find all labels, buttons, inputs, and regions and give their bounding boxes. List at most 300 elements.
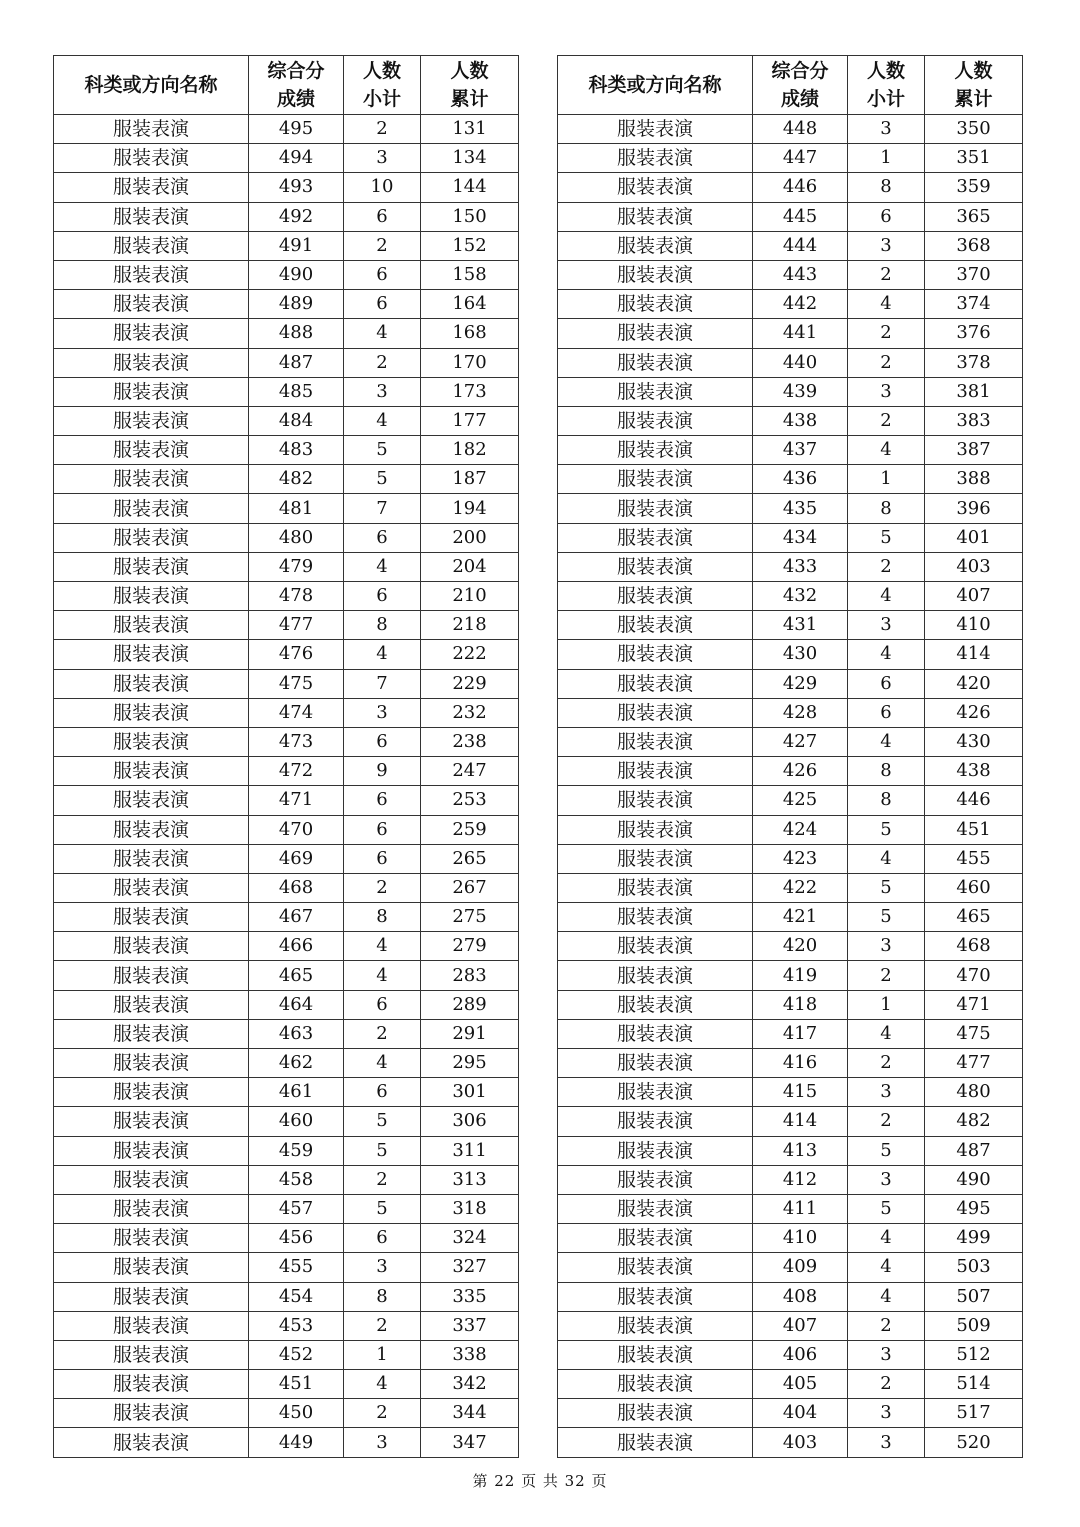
- table-row: [54, 1253, 519, 1282]
- count-cell: 2: [848, 961, 925, 990]
- score-cell: 493: [249, 173, 344, 202]
- category-name-cell: 服装表演: [54, 1049, 249, 1078]
- count-cell: 3: [848, 611, 925, 640]
- count-cell: 9: [344, 757, 421, 786]
- cumulative-cell: 247: [421, 757, 519, 786]
- cumulative-cell: 279: [421, 932, 519, 961]
- table-row: [558, 582, 1023, 611]
- count-cell: 2: [848, 406, 925, 435]
- score-cell: 423: [753, 844, 848, 873]
- table-row: [558, 1019, 1023, 1048]
- table-row: [54, 494, 519, 523]
- table-row: [54, 377, 519, 406]
- table-row: [54, 786, 519, 815]
- count-cell: 5: [848, 873, 925, 902]
- count-cell: 5: [344, 436, 421, 465]
- cumulative-cell: 289: [421, 990, 519, 1019]
- category-name-cell: 服装表演: [558, 961, 753, 990]
- category-name-cell: 服装表演: [558, 494, 753, 523]
- category-name-cell: 服装表演: [558, 1282, 753, 1311]
- count-cell: 4: [344, 552, 421, 581]
- cumulative-cell: 338: [421, 1340, 519, 1369]
- category-name-cell: 服装表演: [558, 1253, 753, 1282]
- category-name-cell: 服装表演: [54, 786, 249, 815]
- cumulative-cell: 170: [421, 348, 519, 377]
- count-cell: 7: [344, 494, 421, 523]
- table-row: [558, 1136, 1023, 1165]
- cumulative-cell: 475: [925, 1019, 1023, 1048]
- table-row: [54, 1224, 519, 1253]
- score-cell: 405: [753, 1370, 848, 1399]
- score-cell: 449: [249, 1428, 344, 1457]
- cumulative-cell: 144: [421, 173, 519, 202]
- cumulative-cell: 200: [421, 523, 519, 552]
- category-name-cell: 服装表演: [558, 815, 753, 844]
- score-cell: 406: [753, 1340, 848, 1369]
- header-score: 综合分 成绩: [753, 56, 848, 115]
- category-name-cell: 服装表演: [54, 990, 249, 1019]
- count-cell: 8: [344, 1282, 421, 1311]
- score-cell: 416: [753, 1049, 848, 1078]
- score-cell: 413: [753, 1136, 848, 1165]
- table-row: [558, 669, 1023, 698]
- cumulative-cell: 350: [925, 115, 1023, 144]
- count-cell: 2: [848, 552, 925, 581]
- score-cell: 491: [249, 231, 344, 260]
- score-cell: 425: [753, 786, 848, 815]
- count-cell: 3: [848, 1428, 925, 1457]
- category-name-cell: 服装表演: [54, 231, 249, 260]
- score-cell: 462: [249, 1049, 344, 1078]
- category-name-cell: 服装表演: [558, 1165, 753, 1194]
- category-name-cell: 服装表演: [54, 1107, 249, 1136]
- cumulative-cell: 480: [925, 1078, 1023, 1107]
- count-cell: 2: [344, 1311, 421, 1340]
- category-name-cell: 服装表演: [558, 319, 753, 348]
- count-cell: 2: [344, 348, 421, 377]
- score-cell: 463: [249, 1019, 344, 1048]
- category-name-cell: 服装表演: [558, 1399, 753, 1428]
- score-cell: 457: [249, 1194, 344, 1223]
- cumulative-cell: 351: [925, 144, 1023, 173]
- table-row: [558, 348, 1023, 377]
- table-row: [558, 1399, 1023, 1428]
- score-cell: 469: [249, 844, 344, 873]
- count-cell: 4: [344, 640, 421, 669]
- score-cell: 433: [753, 552, 848, 581]
- cumulative-cell: 470: [925, 961, 1023, 990]
- count-cell: 5: [848, 1136, 925, 1165]
- category-name-cell: 服装表演: [558, 727, 753, 756]
- category-name-cell: 服装表演: [54, 406, 249, 435]
- count-cell: 8: [848, 494, 925, 523]
- count-cell: 5: [848, 903, 925, 932]
- cumulative-cell: 134: [421, 144, 519, 173]
- score-cell: 470: [249, 815, 344, 844]
- category-name-cell: 服装表演: [558, 786, 753, 815]
- cumulative-cell: 388: [925, 465, 1023, 494]
- cumulative-cell: 514: [925, 1370, 1023, 1399]
- cumulative-cell: 158: [421, 260, 519, 289]
- table-row: [54, 319, 519, 348]
- cumulative-cell: 253: [421, 786, 519, 815]
- category-name-cell: 服装表演: [54, 319, 249, 348]
- score-cell: 466: [249, 932, 344, 961]
- table-body-right: [558, 115, 1023, 1458]
- cumulative-cell: 383: [925, 406, 1023, 435]
- cumulative-cell: 295: [421, 1049, 519, 1078]
- category-name-cell: 服装表演: [54, 611, 249, 640]
- category-name-cell: 服装表演: [54, 494, 249, 523]
- count-cell: 2: [848, 1107, 925, 1136]
- category-name-cell: 服装表演: [54, 669, 249, 698]
- score-cell: 476: [249, 640, 344, 669]
- table-header-row: [558, 56, 1023, 115]
- cumulative-cell: 306: [421, 1107, 519, 1136]
- table-row: [54, 932, 519, 961]
- count-cell: 4: [848, 582, 925, 611]
- category-name-cell: 服装表演: [558, 844, 753, 873]
- table-row: [558, 406, 1023, 435]
- table-row: [54, 1428, 519, 1457]
- cumulative-cell: 451: [925, 815, 1023, 844]
- table-row: [558, 961, 1023, 990]
- score-cell: 404: [753, 1399, 848, 1428]
- count-cell: 2: [344, 1165, 421, 1194]
- score-cell: 445: [753, 202, 848, 231]
- header-score: 综合分 成绩: [249, 56, 344, 115]
- header-category-name: 科类或方向名称: [54, 56, 249, 115]
- cumulative-cell: 301: [421, 1078, 519, 1107]
- category-name-cell: 服装表演: [54, 1194, 249, 1223]
- count-cell: 2: [344, 873, 421, 902]
- score-cell: 420: [753, 932, 848, 961]
- table-row: [54, 961, 519, 990]
- score-cell: 422: [753, 873, 848, 902]
- count-cell: 6: [344, 815, 421, 844]
- score-cell: 419: [753, 961, 848, 990]
- table-row: [558, 815, 1023, 844]
- score-cell: 412: [753, 1165, 848, 1194]
- score-cell: 473: [249, 727, 344, 756]
- table-row: [558, 1049, 1023, 1078]
- category-name-cell: 服装表演: [558, 1078, 753, 1107]
- count-cell: 6: [344, 523, 421, 552]
- category-name-cell: 服装表演: [558, 173, 753, 202]
- table-row: [54, 523, 519, 552]
- score-cell: 461: [249, 1078, 344, 1107]
- count-cell: 6: [344, 582, 421, 611]
- score-cell: 482: [249, 465, 344, 494]
- cumulative-cell: 509: [925, 1311, 1023, 1340]
- score-cell: 421: [753, 903, 848, 932]
- score-cell: 477: [249, 611, 344, 640]
- cumulative-cell: 368: [925, 231, 1023, 260]
- cumulative-cell: 344: [421, 1399, 519, 1428]
- category-name-cell: 服装表演: [54, 727, 249, 756]
- table-row: [54, 815, 519, 844]
- table-row: [558, 903, 1023, 932]
- score-cell: 474: [249, 698, 344, 727]
- cumulative-cell: 337: [421, 1311, 519, 1340]
- table-row: [558, 436, 1023, 465]
- count-cell: 2: [848, 1311, 925, 1340]
- category-name-cell: 服装表演: [558, 1019, 753, 1048]
- count-cell: 4: [344, 319, 421, 348]
- score-cell: 490: [249, 260, 344, 289]
- cumulative-cell: 335: [421, 1282, 519, 1311]
- score-cell: 446: [753, 173, 848, 202]
- cumulative-cell: 210: [421, 582, 519, 611]
- count-cell: 3: [344, 144, 421, 173]
- table-row: [54, 1078, 519, 1107]
- count-cell: 6: [344, 990, 421, 1019]
- count-cell: 2: [344, 1019, 421, 1048]
- cumulative-cell: 503: [925, 1253, 1023, 1282]
- count-cell: 3: [848, 115, 925, 144]
- category-name-cell: 服装表演: [558, 873, 753, 902]
- category-name-cell: 服装表演: [558, 552, 753, 581]
- count-cell: 5: [344, 1107, 421, 1136]
- score-cell: 451: [249, 1370, 344, 1399]
- cumulative-cell: 477: [925, 1049, 1023, 1078]
- category-name-cell: 服装表演: [558, 231, 753, 260]
- table-row: [558, 1078, 1023, 1107]
- score-cell: 414: [753, 1107, 848, 1136]
- category-name-cell: 服装表演: [558, 582, 753, 611]
- count-cell: 2: [848, 348, 925, 377]
- count-cell: 4: [848, 1253, 925, 1282]
- count-cell: 4: [344, 932, 421, 961]
- count-cell: 3: [848, 1399, 925, 1428]
- table-row: [54, 290, 519, 319]
- count-cell: 5: [848, 1194, 925, 1223]
- count-cell: 4: [344, 1049, 421, 1078]
- table-row: [54, 552, 519, 581]
- table-row: [54, 873, 519, 902]
- table-row: [558, 1428, 1023, 1457]
- table-row: [54, 1194, 519, 1223]
- count-cell: 3: [848, 1078, 925, 1107]
- score-cell: 475: [249, 669, 344, 698]
- score-cell: 479: [249, 552, 344, 581]
- count-cell: 4: [848, 640, 925, 669]
- score-cell: 456: [249, 1224, 344, 1253]
- score-cell: 415: [753, 1078, 848, 1107]
- table-row: [54, 1340, 519, 1369]
- table-row: [54, 757, 519, 786]
- cumulative-cell: 401: [925, 523, 1023, 552]
- count-cell: 4: [848, 1282, 925, 1311]
- table-row: [558, 144, 1023, 173]
- table-row: [558, 465, 1023, 494]
- cumulative-cell: 275: [421, 903, 519, 932]
- score-cell: 441: [753, 319, 848, 348]
- cumulative-cell: 403: [925, 552, 1023, 581]
- cumulative-cell: 238: [421, 727, 519, 756]
- score-cell: 465: [249, 961, 344, 990]
- cumulative-cell: 222: [421, 640, 519, 669]
- category-name-cell: 服装表演: [54, 260, 249, 289]
- count-cell: 6: [848, 698, 925, 727]
- score-cell: 442: [753, 290, 848, 319]
- cumulative-cell: 229: [421, 669, 519, 698]
- category-name-cell: 服装表演: [54, 202, 249, 231]
- header-category-name: 科类或方向名称: [558, 56, 753, 115]
- category-name-cell: 服装表演: [54, 1311, 249, 1340]
- score-cell: 484: [249, 406, 344, 435]
- score-cell: 485: [249, 377, 344, 406]
- count-cell: 3: [848, 1340, 925, 1369]
- count-cell: 2: [344, 231, 421, 260]
- table-row: [558, 552, 1023, 581]
- category-name-cell: 服装表演: [558, 698, 753, 727]
- table-row: [558, 1107, 1023, 1136]
- score-cell: 424: [753, 815, 848, 844]
- count-cell: 3: [344, 377, 421, 406]
- category-name-cell: 服装表演: [558, 757, 753, 786]
- score-cell: 492: [249, 202, 344, 231]
- table-row: [558, 319, 1023, 348]
- category-name-cell: 服装表演: [558, 1370, 753, 1399]
- table-row: [558, 260, 1023, 289]
- count-cell: 3: [848, 932, 925, 961]
- count-cell: 4: [848, 290, 925, 319]
- category-name-cell: 服装表演: [54, 348, 249, 377]
- table-row: [558, 290, 1023, 319]
- table-row: [54, 669, 519, 698]
- cumulative-cell: 517: [925, 1399, 1023, 1428]
- table-row: [54, 406, 519, 435]
- category-name-cell: 服装表演: [54, 1078, 249, 1107]
- count-cell: 2: [848, 1049, 925, 1078]
- table-row: [558, 640, 1023, 669]
- category-name-cell: 服装表演: [54, 903, 249, 932]
- table-row: [54, 465, 519, 494]
- category-name-cell: 服装表演: [54, 932, 249, 961]
- table-row: [558, 611, 1023, 640]
- count-cell: 4: [344, 406, 421, 435]
- score-cell: 494: [249, 144, 344, 173]
- score-cell: 435: [753, 494, 848, 523]
- count-cell: 8: [848, 786, 925, 815]
- cumulative-cell: 267: [421, 873, 519, 902]
- category-name-cell: 服装表演: [54, 173, 249, 202]
- table-row: [558, 1194, 1023, 1223]
- cumulative-cell: 283: [421, 961, 519, 990]
- category-name-cell: 服装表演: [558, 1311, 753, 1340]
- category-name-cell: 服装表演: [54, 1370, 249, 1399]
- table-row: [558, 727, 1023, 756]
- cumulative-cell: 342: [421, 1370, 519, 1399]
- category-name-cell: 服装表演: [54, 1340, 249, 1369]
- score-cell: 480: [249, 523, 344, 552]
- table-row: [54, 202, 519, 231]
- cumulative-cell: 365: [925, 202, 1023, 231]
- table-row: [54, 727, 519, 756]
- score-cell: 460: [249, 1107, 344, 1136]
- category-name-cell: 服装表演: [558, 348, 753, 377]
- count-cell: 7: [344, 669, 421, 698]
- table-row: [558, 757, 1023, 786]
- score-cell: 467: [249, 903, 344, 932]
- cumulative-cell: 204: [421, 552, 519, 581]
- category-name-cell: 服装表演: [558, 611, 753, 640]
- category-name-cell: 服装表演: [54, 523, 249, 552]
- score-cell: 448: [753, 115, 848, 144]
- category-name-cell: 服装表演: [558, 377, 753, 406]
- score-cell: 440: [753, 348, 848, 377]
- cumulative-cell: 311: [421, 1136, 519, 1165]
- category-name-cell: 服装表演: [558, 1107, 753, 1136]
- header-cumulative: 人数 累计: [421, 56, 519, 115]
- score-cell: 438: [753, 406, 848, 435]
- score-cell: 408: [753, 1282, 848, 1311]
- table-row: [558, 1224, 1023, 1253]
- table-row: [558, 377, 1023, 406]
- cumulative-cell: 259: [421, 815, 519, 844]
- table-row: [54, 582, 519, 611]
- score-cell: 418: [753, 990, 848, 1019]
- category-name-cell: 服装表演: [54, 144, 249, 173]
- cumulative-cell: 507: [925, 1282, 1023, 1311]
- score-cell: 426: [753, 757, 848, 786]
- score-cell: 417: [753, 1019, 848, 1048]
- cumulative-cell: 265: [421, 844, 519, 873]
- cumulative-cell: 370: [925, 260, 1023, 289]
- cumulative-cell: 465: [925, 903, 1023, 932]
- score-cell: 447: [753, 144, 848, 173]
- category-name-cell: 服装表演: [558, 260, 753, 289]
- table-row: [558, 990, 1023, 1019]
- score-cell: 407: [753, 1311, 848, 1340]
- score-cell: 429: [753, 669, 848, 698]
- category-name-cell: 服装表演: [54, 815, 249, 844]
- cumulative-cell: 359: [925, 173, 1023, 202]
- category-name-cell: 服装表演: [558, 1049, 753, 1078]
- category-name-cell: 服装表演: [558, 990, 753, 1019]
- table-row: [54, 1049, 519, 1078]
- page-footer: 第 22 页 共 32 页: [472, 1472, 608, 1490]
- table-row: [558, 1311, 1023, 1340]
- table-row: [54, 844, 519, 873]
- table-row: [54, 144, 519, 173]
- table-row: [54, 436, 519, 465]
- category-name-cell: 服装表演: [54, 1428, 249, 1457]
- cumulative-cell: 520: [925, 1428, 1023, 1457]
- score-cell: 455: [249, 1253, 344, 1282]
- count-cell: 3: [848, 231, 925, 260]
- cumulative-cell: 291: [421, 1019, 519, 1048]
- cumulative-cell: 313: [421, 1165, 519, 1194]
- category-name-cell: 服装表演: [558, 144, 753, 173]
- category-name-cell: 服装表演: [558, 465, 753, 494]
- cumulative-cell: 420: [925, 669, 1023, 698]
- count-cell: 2: [848, 260, 925, 289]
- table-row: [558, 231, 1023, 260]
- cumulative-cell: 376: [925, 319, 1023, 348]
- cumulative-cell: 512: [925, 1340, 1023, 1369]
- score-cell: 495: [249, 115, 344, 144]
- category-name-cell: 服装表演: [558, 1194, 753, 1223]
- score-cell: 439: [753, 377, 848, 406]
- count-cell: 4: [344, 961, 421, 990]
- cumulative-cell: 152: [421, 231, 519, 260]
- category-name-cell: 服装表演: [54, 377, 249, 406]
- table-row: [54, 990, 519, 1019]
- count-cell: 3: [344, 1253, 421, 1282]
- score-cell: 443: [753, 260, 848, 289]
